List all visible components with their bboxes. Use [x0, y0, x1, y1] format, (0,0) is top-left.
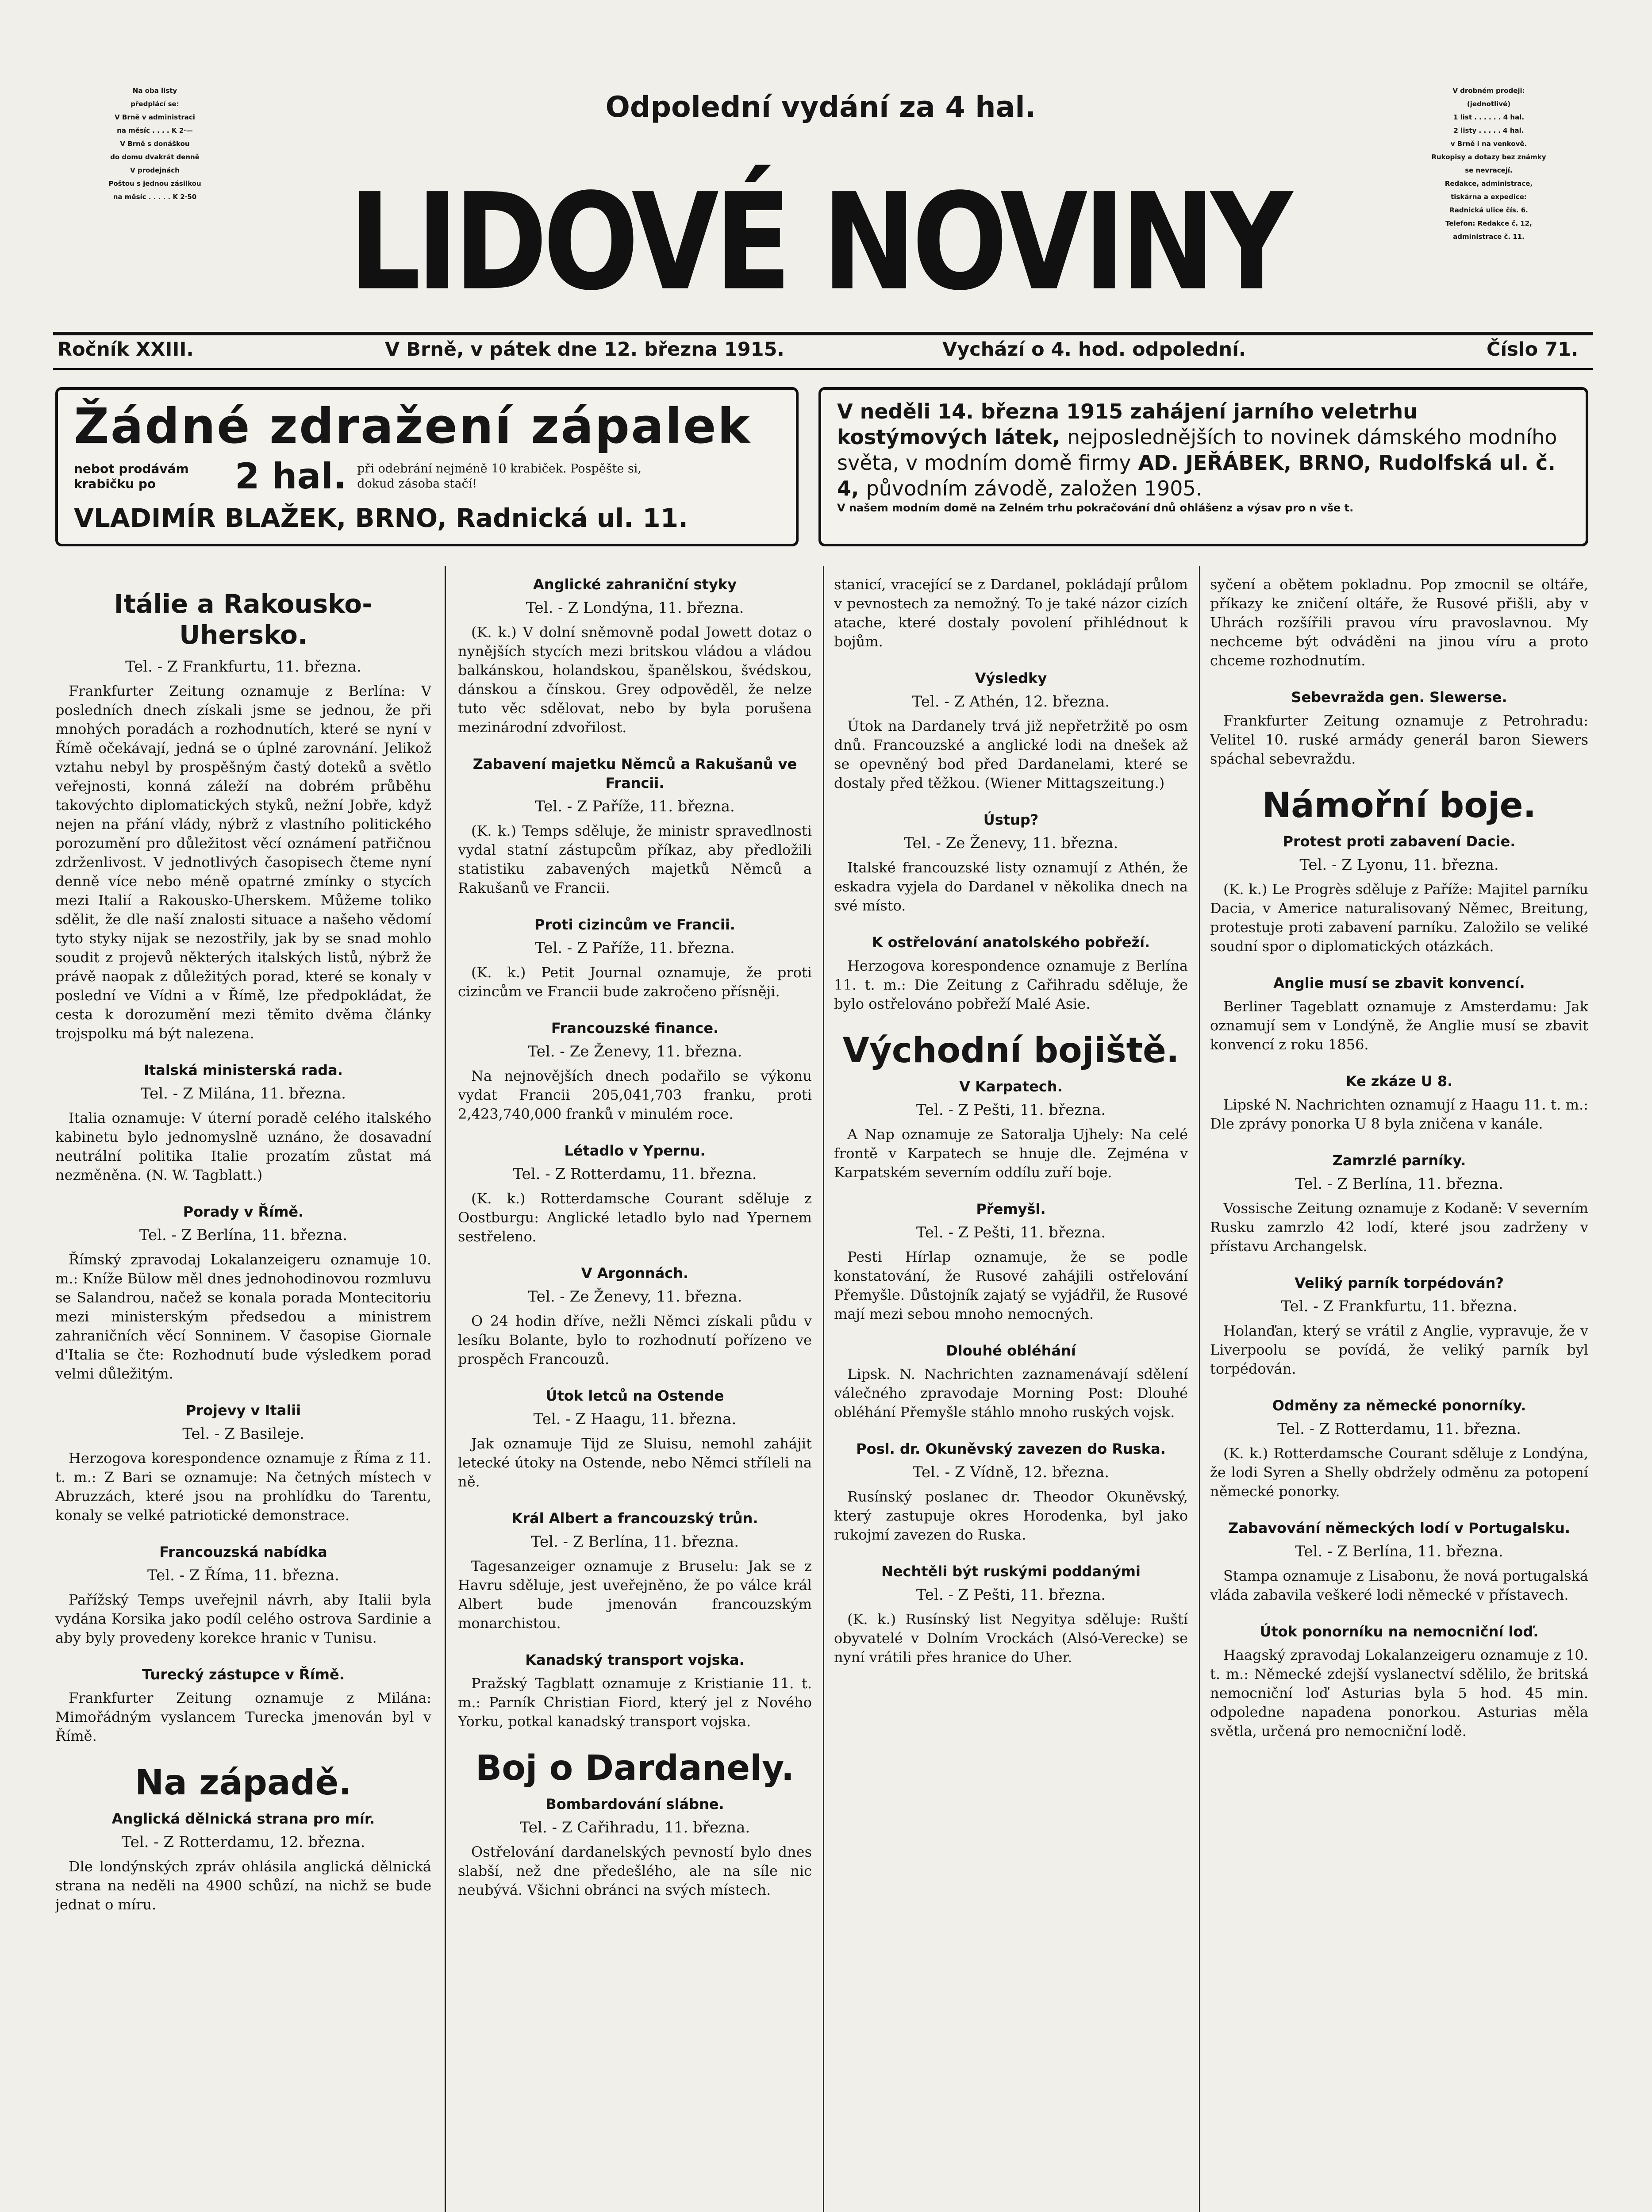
subscription-box — [62, 84, 248, 204]
dateline: Tel. - Z Říma, 11. března. — [147, 1567, 339, 1584]
article-text: (K. k.) Rusínský list Negyitya sděluje: Ruští obyvatelé v Dolním Vrockách (Alsó-Verecke) se nyní vrátili přes hranice do Uher. — [834, 1611, 1188, 1666]
article-text: (K. k.) Rotterdamsche Courant sděluje z Oostburgu: Anglické letadlo bylo nad Ypernem sestřeleno. — [458, 1190, 812, 1245]
article-subheading: Bombardování slábne. — [546, 1796, 724, 1813]
article-subheading: Výsledky — [975, 670, 1047, 687]
article-subheading: Anglická dělnická strana pro mír. — [111, 1810, 375, 1827]
dateline: Tel. - Z Pešti, 11. března. — [916, 1101, 1106, 1119]
article-subheading: Ústup? — [983, 811, 1039, 828]
subscription-line: na měsíc . . . . K 2·— — [117, 127, 193, 134]
article-text: Frankfurter Zeitung oznamuje z Petrohradu: Velitel 10. ruské armády generál baron Siewers spáchal sebevraždu. — [1210, 712, 1588, 767]
section-headline: Námořní boje. — [1262, 786, 1537, 826]
article-text: Italia oznamuje: V úterní poradě celého italského kabinetu bylo jednomyslně uznáno, že dosavadní neutrální politika Italie prozatím zůstat má nezměněna. (N. W. Tagblatt.) — [55, 1110, 431, 1183]
dateline: Tel. - Z Haagu, 11. března. — [533, 1410, 737, 1428]
article-text: (K. k.) Temps sděluje, že ministr spravedlnosti vydal statní zástupcům příkaz, aby předložili statistiku zabavených majetků Němců a Rakušanů ve Francii. — [458, 822, 812, 896]
dateline: Tel. - Z Athén, 12. března. — [912, 693, 1110, 710]
article-text: Holanďan, který se vrátil z Anglie, vypravuje, že v Liverpoolu se povídá, že veliký parník byl torpédován. — [1210, 1322, 1588, 1377]
article-subheading: V Karpatech. — [959, 1078, 1063, 1095]
dateline: Tel. - Z Pešti, 11. března. — [916, 1224, 1106, 1241]
article-text: Pesti Hírlap oznamuje, že se podle konstatování, že Rusové zahájili ostřelování Přemyšle. Důstojník zajatý se vyjádřil, že Rusové mají mezi sebou mnoho nemocných. — [834, 1248, 1188, 1322]
dateline: Tel. - Z Berlína, 11. března. — [139, 1226, 348, 1244]
article-subheading: Italská ministerská rada. — [144, 1062, 343, 1079]
article-subheading: Anglické zahraniční styky — [533, 576, 737, 593]
article-text: Tagesanzeiger oznamuje z Bruselu: Jak se z Havru sděluje, jest uveřejněno, že po válce král Albert bude jmenován francouzským monarchistou. — [458, 1558, 812, 1632]
ad-matches-line1: nebot prodávám krabičku po — [74, 461, 189, 491]
article-subheading: Útok letců na Ostende — [546, 1387, 724, 1404]
column-divider — [823, 566, 824, 2212]
article-headline: Itálie a Rakousko-Uhersko. — [114, 589, 373, 650]
retail-box — [1394, 84, 1584, 243]
dateline: Tel. - Z Berlína, 11. března. — [1295, 1175, 1503, 1193]
issue-date: V Brně, v pátek dne 12. března 1915. — [385, 338, 784, 361]
article-subheading: Veliký parník torpédován? — [1295, 1275, 1504, 1291]
article-text: (K. k.) V dolní sněmovně podal Jowett dotaz o nynějších stycích mezi britskou vládou a vládou balkánskou, holandskou, španělskou, švédskou, dánskou a čínskou. Grey odpověděl, že nelze tuto věc sdělovat, nebo by byla porušena mezinárodní zdvořilost. — [458, 624, 812, 736]
ad-matches-price: 2 hal. — [235, 456, 347, 497]
column-2 — [458, 575, 812, 2212]
dateline: Tel. - Z Cařihradu, 11. března. — [519, 1819, 750, 1836]
dateline: Tel. - Z Berlína, 11. března. — [1295, 1543, 1503, 1560]
article-subheading: Francouzská nabídka — [159, 1544, 327, 1560]
article-subheading: Sebevražda gen. Slewerse. — [1291, 689, 1507, 706]
dateline: Tel. - Z Basileje. — [182, 1425, 304, 1443]
dateline: Tel. - Ze Ženevy, 11. března. — [527, 1043, 742, 1060]
article-subheading: Posl. dr. Okuněvský zavezen do Ruska. — [856, 1440, 1166, 1457]
top-rule — [53, 332, 1593, 335]
ad-fabrics — [818, 387, 1588, 546]
ad-matches-line2: při odebrání nejméně 10 krabiček. Pospěšte si, dokud zásoba stačí! — [357, 461, 642, 491]
retail-line: administrace č. 11. — [1453, 233, 1525, 241]
retail-line: (jednotlivé) — [1467, 100, 1511, 108]
column-divider — [445, 566, 446, 2212]
article-text: (K. k.) Rotterdamsche Courant sděluje z Londýna, že lodi Syren a Shelly obdržely odměnu za potopení německé ponorky. — [1210, 1445, 1588, 1500]
article-text: Ostřelování dardanelských pevností bylo dnes slabší, než dne předešlého, ale na síle nic neubývá. Všichni obránci na svých místech. — [458, 1843, 812, 1898]
ad-matches-footer: VLADIMÍR BLAŽEK, BRNO, Radnická ul. 11. — [74, 503, 688, 533]
article-subheading: Zamrzlé parníky. — [1332, 1152, 1466, 1169]
article-text: Lipsk. N. Nachrichten zaznamenávají sdělení válečného zpravodaje Morning Post: Dlouhé obléhání Přemyšle stáhlo mnoho ruských vojsk. — [834, 1366, 1188, 1421]
ad-fabrics-text4: V našem modním domě na Zelném trhu pokračování dnů ohlášenz a výsav pro n vše t. — [837, 502, 1354, 514]
subscription-line: V Brně s donáškou — [120, 140, 190, 148]
article-subheading: K ostřelování anatolského pobřeží. — [872, 934, 1150, 951]
subscription-line: V Brně v administraci — [115, 113, 195, 121]
retail-line: Telefon: Redakce č. 12, — [1445, 219, 1532, 227]
subscription-line: Na oba listy — [132, 87, 177, 95]
dateline: Tel. - Z Paříže, 11. března. — [535, 939, 735, 957]
issue-number: Číslo 71. — [1487, 338, 1579, 361]
article-text: Rusínský poslanec dr. Theodor Okuněvský, který zastupuje okres Horodenka, byl jako rukojmí zavezen do Ruska. — [834, 1488, 1188, 1543]
ad-matches-headline: Žádné zdražení zápalek — [74, 398, 751, 454]
dateline: Tel. - Z Rotterdamu, 12. března. — [121, 1833, 365, 1851]
article-subheading: Porady v Římě. — [183, 1203, 304, 1220]
ad-fabrics-firm: AD. JEŘÁBEK, BRNO, Rudolfská ul. č. 4, — [837, 451, 1556, 500]
article-subheading: Ke zkáze U 8. — [1345, 1073, 1453, 1090]
subscription-line: do domu dvakrát denně — [110, 153, 200, 161]
article-subheading: Projevy v Italii — [185, 1402, 301, 1419]
column-1 — [55, 588, 431, 2212]
dateline: Tel. - Z Lyonu, 11. března. — [1299, 856, 1499, 874]
article-text: Frankfurter Zeitung oznamuje z Milána: Mimořádným vyslancem Turecka jmenován byl v Římě. — [55, 1690, 431, 1744]
article-text: Vossische Zeitung oznamuje z Kodaně: V severním Rusku zamrzlo 42 lodí, které jsou zadrženy v přístavu Archangelsk. — [1210, 1200, 1588, 1255]
retail-line: Radnická ulice čís. 6. — [1449, 206, 1528, 214]
article-subheading: Francouzské finance. — [551, 1020, 719, 1037]
dateline: Tel. - Z Milána, 11. března. — [141, 1085, 346, 1102]
article-subheading: Protest proti zabavení Dacie. — [1283, 833, 1516, 850]
article-subheading: Nechtěli být ruskými poddanými — [881, 1563, 1141, 1580]
dateline: Tel. - Ze Ženevy, 11. března. — [903, 834, 1118, 852]
retail-line: Redakce, administrace, — [1445, 180, 1533, 188]
article-text: Dle londýnských zpráv ohlásila anglická dělnická strana na neděli na 4900 schůzí, na nichž se bude jednat o míru. — [55, 1858, 431, 1913]
article-text: Pražský Tagblatt oznamuje z Kristianie 11. t. m.: Parník Christian Fiord, který jel z Nového Yorku, potkal kanadský transport vojska. — [458, 1675, 812, 1730]
retail-line: v Brně i na venkově. — [1450, 140, 1527, 148]
retail-line: 2 listy . . . . . 4 hal. — [1453, 127, 1524, 134]
subscription-line: na měsíc . . . . . K 2·50 — [113, 193, 197, 201]
dateline: Tel. - Z Pešti, 11. března. — [916, 1586, 1106, 1604]
article-subheading: Zabavování německých lodí v Portugalsku. — [1228, 1520, 1570, 1536]
article-text: O 24 hodin dříve, nežli Němci získali půdu v lesíku Bolante, bylo to rozhodnutí pořízeno ve prospěch Francouzů. — [458, 1313, 812, 1367]
section-headline: Boj o Dardanely. — [475, 1748, 795, 1788]
article-subheading: V Argonnách. — [581, 1265, 689, 1282]
column-divider — [1199, 566, 1200, 2212]
article-subheading: Přemyšl. — [976, 1201, 1046, 1217]
retail-line: se nevracejí. — [1465, 166, 1513, 174]
article-text: stanicí, vracející se z Dardanel, pokládají průlom v pevnostech za nemožný. To je také názor cizích atache, které dostaly povolení přihlédnout k bojům. — [834, 576, 1188, 650]
ad-fabrics-text1: V neděli 14. března 1915 zahájení jarního veletrhu kostýmových látek, — [837, 399, 1418, 449]
article-text: Haagský zpravodaj Lokalanzeigeru oznamuje z 10. t. m.: Německé zdejší vyslanectví sdělilo, že britská nemocniční loď Asturias byla 5 hod. 45 min. odpoledne napadena ponorkou. Asturias měla světla, určená pro nemocniční lodě. — [1210, 1647, 1588, 1740]
article-text: Na nejnovějších dnech podařilo se výkonu vydat Francii 205,041,703 franku, proti 2,423,740,000 franků v minulém roce. — [458, 1068, 812, 1122]
issue-time: Vychází o 4. hod. odpolední. — [942, 338, 1246, 361]
article-text: Římský zpravodaj Lokalanzeigeru oznamuje 10. m.: Kníže Bülow měl dnes jednohodinovou rozmluvu se Salandrou, načež se konala porada Montecitoriu mezi ministerským předsedou a ministrem zahraničních věcí Sonninem. V časopise Giornale d'Italia se čte: Rozhodnutí bude výsledkem porad velmi důležitým. — [55, 1251, 431, 1382]
article-text: Jak oznamuje Tijd ze Sluisu, nemohl zahájit letecké útoky na Ostende, nebo Němci stříleli na ně. — [458, 1435, 812, 1490]
article-subheading: Král Albert a francouzský trůn. — [511, 1510, 758, 1527]
article-subheading: Turecký zástupce v Římě. — [142, 1666, 345, 1683]
retail-line: Rukopisy a dotazy bez známky — [1431, 153, 1546, 161]
article-text: A Nap oznamuje ze Satoralja Ujhely: Na celé frontě v Karpatech se hnuje dle. Zejména v Karpatském severním oddílu zuří boje. — [834, 1126, 1188, 1181]
article-subheading: Anglie musí se zbavit konvencí. — [1273, 975, 1525, 991]
ad-fabrics-text3: původním závodě, založen 1905. — [866, 476, 1203, 500]
info-rule — [53, 368, 1593, 370]
article-subheading: Dlouhé obléhání — [946, 1342, 1076, 1359]
article-text: Stampa oznamuje z Lisabonu, že nová portugalská vláda zabavila veškeré lodi německé v přístavech. — [1210, 1567, 1588, 1603]
article-text: Berliner Tageblatt oznamuje z Amsterdamu: Jak oznamují sem v Londýně, že Anglie musí se zbavit konvencí z roku 1856. — [1210, 998, 1588, 1053]
masthead-title: LIDOVÉ NOVINY — [349, 165, 1288, 320]
subscription-line: Poštou s jednou zásilkou — [108, 180, 201, 188]
dateline: Tel. - Z Londýna, 11. března. — [526, 599, 744, 617]
article-subheading: Kanadský transport vojska. — [525, 1651, 745, 1668]
column-3 — [834, 575, 1188, 2212]
article-text: syčení a obětem pokladnu. Pop zmocnil se oltáře, příkazy ke zničení oltáře, že Rusové přišli, aby v Uhrách rozšířili pravou víru pravoslavnou. My nechceme být odváděni na jinou víru a proto chceme rozhodnutím. — [1210, 576, 1588, 669]
dateline: Tel. - Z Rotterdamu, 11. března. — [1277, 1420, 1521, 1438]
article-text: Pařížský Temps uveřejnil návrh, aby Italii byla vydána Korsika jako podíl celého ostrova Sardinie a aby byly provedeny korekce hranic v Tunisu. — [55, 1591, 431, 1646]
article-text: Herzogova korespondence oznamuje z Berlína 11. t. m.: Die Zeitung z Cařihradu sděluje, že bylo ostřelováno pobřeží Malé Asie. — [834, 957, 1188, 1012]
article-text: Útok na Dardanely trvá již nepřetržitě po osm dnů. Francouzské a anglické lodi na dnešek až se opevněný bod před Dardanelami, které se dostaly před těžkou. (Wiener Mittagszeitung.) — [834, 718, 1188, 791]
article-subheading: Zabavení majetku Němců a Rakušanů ve Francii. — [473, 756, 797, 791]
retail-line: 1 list . . . . . . 4 hal. — [1453, 113, 1525, 121]
issue-year: Ročník XXIII. — [58, 338, 194, 361]
section-headline: Na západě. — [135, 1763, 352, 1803]
article-subheading: Proti cizincům ve Francii. — [534, 916, 735, 933]
article-text: Lipské N. Nachrichten oznamují z Haagu 11. t. m.: Dle zprávy ponorka U 8 byla zničena v kanále. — [1210, 1096, 1588, 1132]
subscription-line: předplácí se: — [131, 100, 179, 108]
dateline: Tel. - Z Frankfurtu, 11. března. — [125, 658, 361, 676]
dateline: Tel. - Ze Ženevy, 11. března. — [527, 1288, 742, 1306]
subscription-line: V prodejnách — [130, 166, 180, 174]
section-headline: Východní bojiště. — [842, 1031, 1179, 1071]
dateline: Tel. - Z Berlína, 11. března. — [530, 1533, 739, 1551]
column-4 — [1210, 575, 1588, 2212]
ad-matches — [55, 387, 799, 546]
article-subheading: Odměny za německé ponorníky. — [1272, 1397, 1526, 1414]
dateline: Tel. - Z Frankfurtu, 11. března. — [1281, 1298, 1518, 1315]
article-text: Frankfurter Zeitung oznamuje z Berlína: V posledních dnech získali jsme se jednou, že při mnohých poradách a rozhodnutích, které se nyní v Římě očekávají, jedná se o úplné zarovnání. Jelikož vztahu nebyl by prospěšným častý doteků a světlo veřejnosti, konná záleží na dobrém průběhu takovýchto diplomatických styků, nežní Jobře, když nejen na přání vlády, nýbrž z vlastního politického porozumění pro důležitost věcí oznámení patřičnou zdrženlivost. V jednotlivých časopisech čteme nyní denně více nebo méně opatrné zmínky o stycích mezi Italií a Rakousko-Uherskem. Můžeme toliko sdělit, že dle naší znalosti situace a našeho vědomí tyto styky nijak se nezostřily, jak by se snad mohlo soudit z projevů některých italských listů, nýbrž že právě naopak z důležitých porad, které se konaly v poslední ve Vídni a v Římě, lze předpokládat, že cesta k dorozumění mezi těmito dvěma články trojspolku má být nalezena. — [55, 683, 431, 1042]
article-text: Italské francouzské listy oznamují z Athén, že eskadra vyjela do Dardanel v několika dnech na své místo. — [834, 859, 1188, 914]
article-subheading: Útok ponorníku na nemocniční loď. — [1260, 1623, 1539, 1640]
edition-price: Odpolední vydání za 4 hal. — [605, 91, 1036, 124]
article-text: (K. k.) Le Progrès sděluje z Paříže: Majitel parníku Dacia, v Americe naturalisovaný Němec, Breitung, protestuje proti zabavení parníku. Založilo se veliké soudní spor o diplomatických otázkách. — [1210, 881, 1588, 955]
article-text: Herzogova korespondence oznamuje z Říma z 11. t. m.: Z Bari se oznamuje: Na četných místech v Abruzzách, které jsou na prohlídku do Tarentu, konaly se velké patriotické demonstrace. — [55, 1450, 431, 1524]
ad-fabrics-text2: nejposlednějších to novinek dámského modního světa, v modním domě firmy — [837, 425, 1557, 475]
dateline: Tel. - Z Rotterdamu, 11. března. — [513, 1165, 757, 1183]
issue-info-bar — [58, 338, 1588, 369]
article-text: (K. k.) Petit Journal oznamuje, že proti cizincům ve Francii bude zakročeno přísněji. — [458, 964, 812, 1000]
dateline: Tel. - Z Vídně, 12. března. — [912, 1463, 1110, 1481]
retail-line: tiskárna a expedice: — [1451, 193, 1527, 201]
article-subheading: Létadlo v Ypernu. — [564, 1142, 706, 1159]
retail-line: V drobném prodeji: — [1452, 87, 1525, 95]
dateline: Tel. - Z Paříže, 11. března. — [535, 798, 735, 815]
